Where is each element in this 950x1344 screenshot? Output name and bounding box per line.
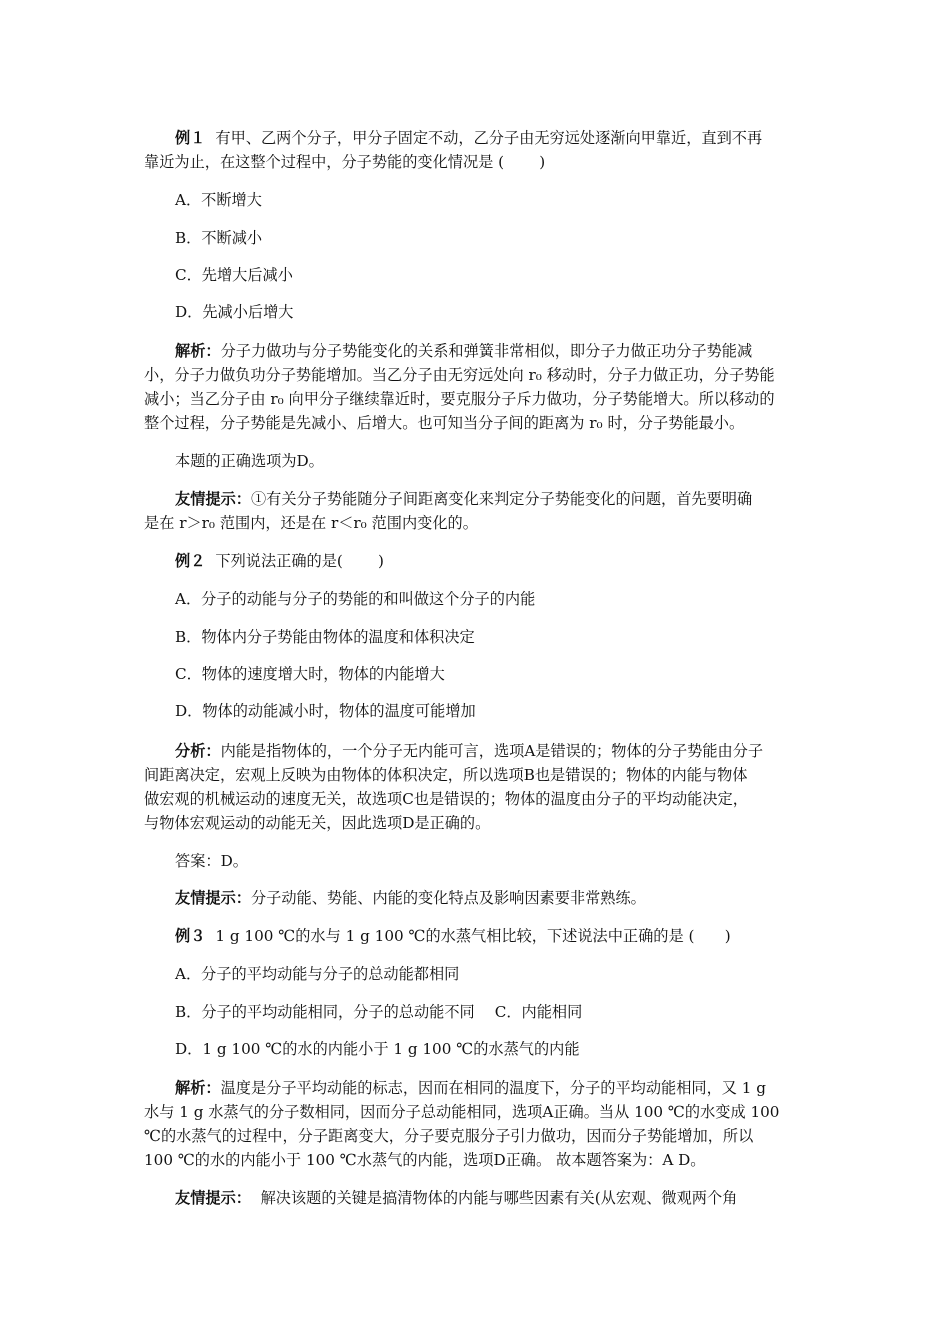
example-2-question-text: 下列说法正确的是( ) [215, 552, 384, 570]
example-1-option-a: A．不断增大 [175, 191, 262, 209]
example-2-option-b: B．物体内分子势能由物体的温度和体积决定 [175, 628, 475, 646]
example-2-analysis-text-1: 内能是指物体的，一个分子无内能可言，选项A是错误的；物体的分子势能由分子 [220, 742, 764, 760]
example-2-tip [175, 886, 839, 910]
example-3-analysis-line-3: ℃的水蒸气的过程中，分子距离变大，分子要克服分子引力做功，因而分子势能增加，所以 [144, 1127, 754, 1145]
example-2-analysis-line-1 [175, 739, 839, 763]
example-1-option-c: C．先增大后减小 [175, 266, 293, 284]
example-3-analysis-line-1 [175, 1076, 839, 1100]
example-2-option-a: A．分子的动能与分子的势能的和叫做这个分子的内能 [175, 590, 536, 608]
example-2-analysis-line-4: 与物体宏观运动的动能无关，因此选项D是正确的。 [144, 814, 491, 832]
example-2-analysis-line-2: 间距离决定，宏观上反映为由物体的体积决定，所以选项B也是错误的；物体的内能与物体 [144, 766, 748, 784]
example-1-tip-line-2: 是在 r＞r₀ 范围内，还是在 r＜r₀ 范围内变化的。 [144, 514, 478, 532]
example-1-question-text-1: 有甲、乙两个分子，甲分子固定不动，乙分子由无穷远处逐渐向甲靠近，直到不再 [215, 129, 763, 147]
example-3-tip [175, 1186, 839, 1210]
example-1-analysis-label: 解析： [175, 342, 221, 360]
example-3-option-d: D．1 g 100 ℃的水的内能小于 1 g 100 ℃的水蒸气的内能 [175, 1040, 580, 1058]
example-2-tip-text: 分子动能、势能、内能的变化特点及影响因素要非常熟练。 [250, 889, 646, 907]
example-2-option-c: C．物体的速度增大时，物体的内能增大 [175, 665, 445, 683]
example-1-label: 例１ [175, 129, 206, 147]
example-1-option-b: B．不断减小 [175, 229, 263, 247]
example-3-tip-text: 解决该题的关键是搞清物体的内能与哪些因素有关(从宏观、微观两个角 [250, 1189, 738, 1207]
example-1-answer: 本题的正确选项为D。 [175, 452, 324, 470]
example-2-tip-label: 友情提示： [175, 889, 251, 907]
example-3-tip-label: 友情提示： [175, 1189, 251, 1207]
example-2-answer: 答案：D。 [175, 852, 248, 870]
example-3-label: 例３ [175, 927, 206, 945]
example-2-option-d: D．物体的动能减小时，物体的温度可能增加 [175, 702, 476, 720]
example-1-tip-text-1: ①有关分子势能随分子间距离变化来判定分子势能变化的问题，首先要明确 [250, 490, 753, 508]
example-1-option-d: D．先减小后增大 [175, 303, 294, 321]
example-3-option-a: A．分子的平均动能与分子的总动能都相同 [175, 965, 460, 983]
example-3-analysis-line-2: 水与 1 g 水蒸气的分子数相同，因而分子总动能相同，选项A正确。当从 100 ℃的水变成 100 [144, 1103, 780, 1121]
example-3-option-b-c: B．分子的平均动能相同，分子的总动能不同 C．内能相同 [175, 1003, 583, 1021]
example-3-question-text: 1 g 100 ℃的水与 1 g 100 ℃的水蒸气相比较，下述说法中正确的是 ( ) [215, 927, 731, 945]
example-1-tip-label: 友情提示： [175, 490, 251, 508]
example-3-question [175, 924, 839, 948]
example-2-analysis-label: 分析： [175, 742, 221, 760]
example-3-analysis-label: 解析： [175, 1079, 221, 1097]
example-1-analysis-line-1 [175, 339, 839, 363]
example-2-label: 例２ [175, 552, 206, 570]
example-1-analysis-text-1: 分子力做功与分子势能变化的关系和弹簧非常相似，即分子力做正功分子势能减 [220, 342, 753, 360]
example-1-question-line-2: 靠近为止，在这整个过程中，分子势能的变化情况是 ( ) [144, 153, 546, 171]
example-1-analysis-line-4: 整个过程，分子势能是先减小、后增大。也可知当分子间的距离为 r₀ 时，分子势能最小。 [144, 414, 745, 432]
example-1-analysis-line-3: 减小；当乙分子由 r₀ 向甲分子继续靠近时，要克服分子斥力做功，分子势能增大。所以移动的 [144, 390, 775, 408]
example-3-analysis-line-4: 100 ℃的水的内能小于 100 ℃水蒸气的内能，选项D正确。 故本题答案为：A D。 [144, 1151, 706, 1169]
example-3-analysis-text-1: 温度是分子平均动能的标志，因而在相同的温度下，分子的平均动能相同，又 1 g [220, 1079, 766, 1097]
example-1-tip-line-1 [175, 487, 839, 511]
example-1-question-line-1 [175, 126, 839, 150]
example-2-analysis-line-3: 做宏观的机械运动的速度无关，故选项C也是错误的；物体的温度由分子的平均动能决定， [144, 790, 748, 808]
example-2-question [175, 549, 839, 573]
example-1-analysis-line-2: 小，分子力做负功分子势能增加。当乙分子由无穷远处向 r₀ 移动时，分子力做正功，分子势能 [144, 366, 775, 384]
